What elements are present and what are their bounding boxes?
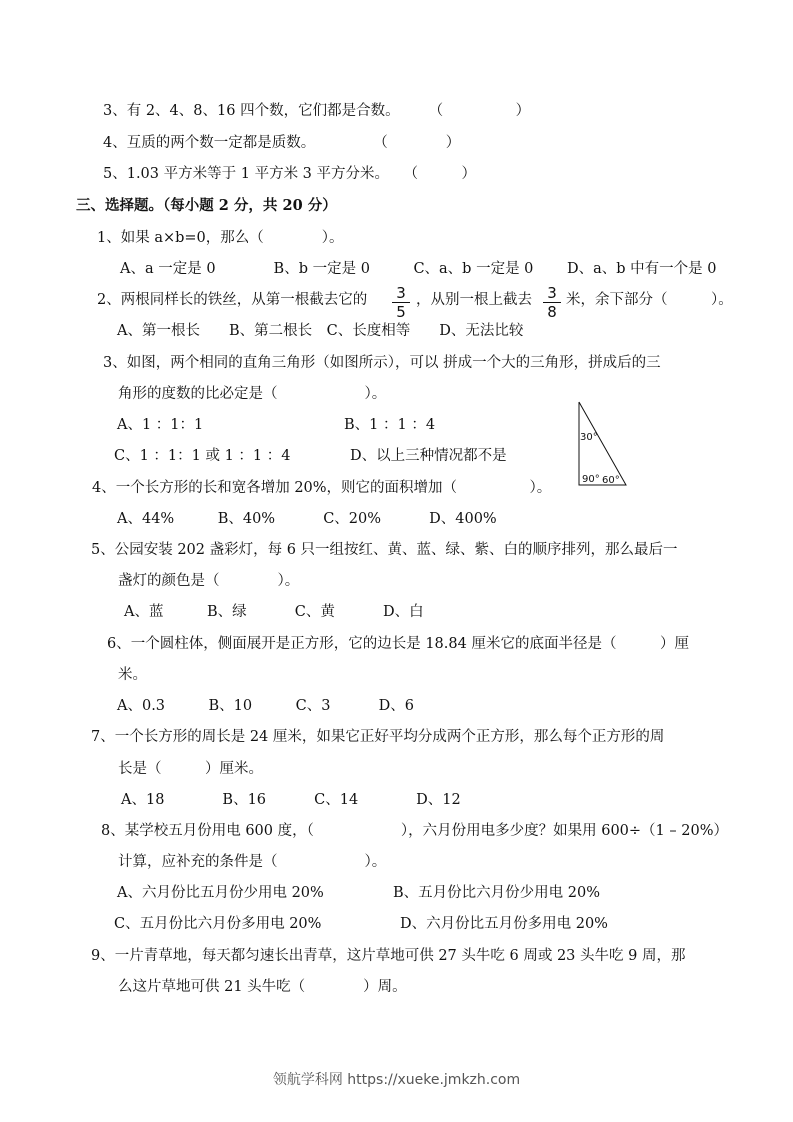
q2-fraction-1 xyxy=(391,285,411,320)
q7-options: A、18 B、16 C、14 D、12 xyxy=(121,792,461,808)
q6-stem-line2: 米。 xyxy=(118,667,147,683)
q9-stem-line1: 9、一片青草地，每天都匀速长出青草，这片草地可供 27 头牛吃 6 周或 23 头牛吃 9 周，那 xyxy=(91,948,686,964)
q8-option-a: A、六月份比五月份少用电 20% xyxy=(117,885,324,901)
q3-stem-line1: 3、如图，两个相同的直角三角形（如图所示），可以 拼成一个大的三角形，拼成后的三 xyxy=(103,355,661,371)
q7-stem-line1: 7、一个长方形的周长是 24 厘米，如果它正好平均分成两个正方形，那么每个正方形的周 xyxy=(91,729,665,745)
page-footer: 领航学科网 https://xueke.jmkzh.com xyxy=(272,1072,521,1088)
q3-option-c: C、1 ：1：1 或 1 ：1 ：4 xyxy=(114,448,291,464)
q3-option-d: D、以上三种情况都不是 xyxy=(350,448,507,464)
q8-option-d: D、六月份比五月份多用电 20% xyxy=(400,916,608,932)
q1-options: A、a 一定是 0 B、b 一定是 0 C、a、b 一定是 0 D、a、b 中有一个是 0 xyxy=(120,261,717,277)
judge-q3: 3、有 2、4、8、16 四个数，它们都是合数。 （ ） xyxy=(103,103,531,119)
section-title: 三、选择题。（每小题 2 分，共 20 分） xyxy=(76,197,337,214)
fraction-denominator: 8 xyxy=(547,303,557,321)
q3-option-a: A、1 ：1：1 xyxy=(117,417,204,433)
q2-options: A、第一根长 B、第二根长 C、长度相等 D、无法比较 xyxy=(117,323,524,339)
angle-90-label: 90° xyxy=(582,474,600,485)
q1-stem: 1、如果 a×b=0，那么（ ）。 xyxy=(97,230,344,246)
judge-q5: 5、1.03 平方米等于 1 平方米 3 平方分米。 （ ） xyxy=(103,166,477,182)
q5-stem-line1: 5、公园安装 202 盏彩灯，每 6 只一组按红、黄、蓝、绿、紫、白的顺序排列，那么最后一 xyxy=(91,542,678,558)
judge-q4: 4、互质的两个数一定都是质数。 （ ） xyxy=(103,135,461,151)
q9-stem-line2: 么这片草地可供 21 头牛吃（ ）周。 xyxy=(118,979,407,995)
fraction-numerator: 3 xyxy=(396,284,406,302)
q5-options: A、蓝 B、绿 C、黄 D、白 xyxy=(124,604,424,620)
q2-fraction-2 xyxy=(542,285,562,320)
q6-options: A、0.3 B、10 C、3 D、6 xyxy=(117,698,414,714)
q8-stem-line2: 计算，应补充的条件是（ ）。 xyxy=(118,854,387,870)
q2-stem-b: ，从别一根上截去 xyxy=(416,292,532,308)
q4-stem: 4、一个长方形的长和宽各增加 20%，则它的面积增加（ ）。 xyxy=(92,480,552,496)
q3-stem-line2: 角形的度数的比必定是（ ）。 xyxy=(118,386,387,402)
q8-option-c: C、五月份比六月份多用电 20% xyxy=(114,916,322,932)
fraction-numerator: 3 xyxy=(547,284,557,302)
q5-stem-line2: 盏灯的颜色是（ ）。 xyxy=(118,573,300,589)
q3-option-b: B、1 ：1 ：4 xyxy=(344,417,436,433)
q7-stem-line2: 长是（ ）厘米。 xyxy=(118,761,263,777)
q2-stem-a: 2、两根同样长的铁丝，从第一根截去它的 xyxy=(97,292,368,308)
q2-stem-c: 米，余下部分（ ）。 xyxy=(566,292,733,308)
fraction-denominator: 5 xyxy=(396,303,406,321)
q8-option-b: B、五月份比六月份少用电 20% xyxy=(393,885,600,901)
q6-stem-line1: 6、一个圆柱体，侧面展开是正方形，它的边长是 18.84 厘米它的底面半径是（ ）厘 xyxy=(107,636,689,652)
angle-60-label: 60° xyxy=(602,475,620,486)
right-triangle-figure xyxy=(574,400,630,490)
q4-options: A、44% B、40% C、20% D、400% xyxy=(117,511,497,527)
angle-30-label: 30° xyxy=(580,432,598,443)
q8-stem-line1: 8、某学校五月份用电 600 度，（ ），六月份用电多少度？如果用 600÷（1 – 20%） xyxy=(101,823,728,839)
